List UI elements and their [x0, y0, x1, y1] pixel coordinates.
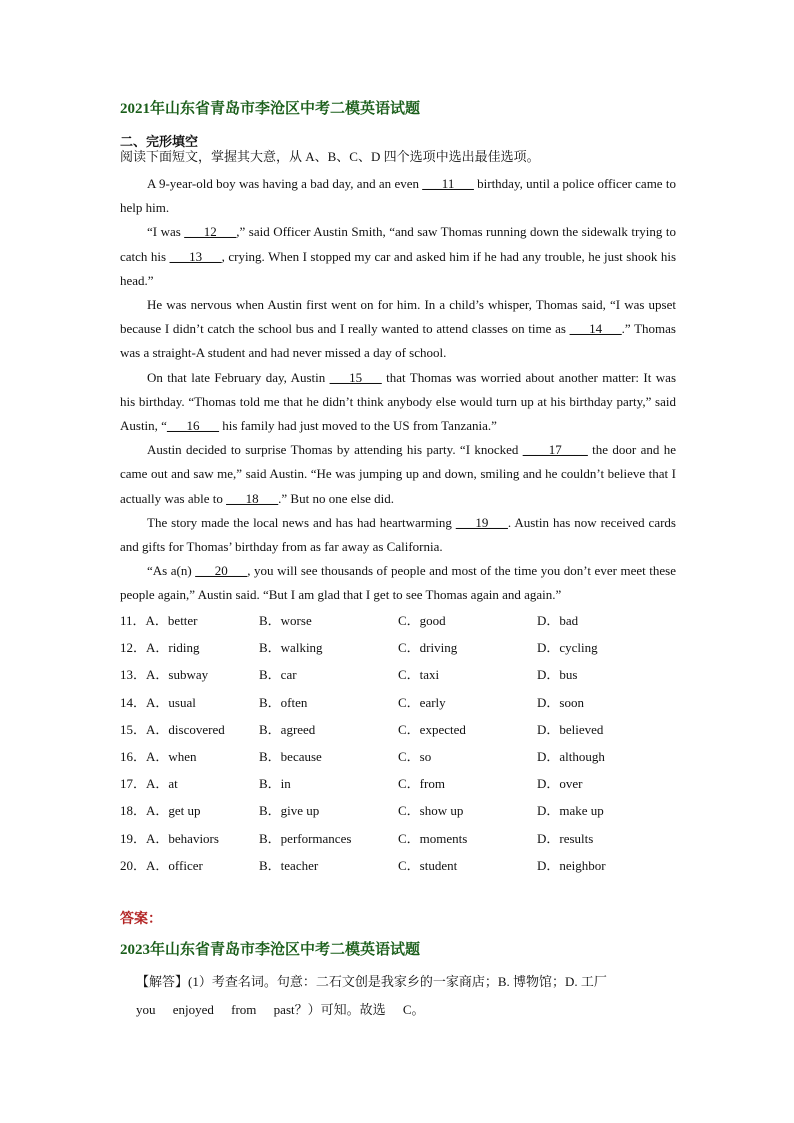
passage-text: , you will see thousands of people and most of the time you don’t ever meet these people again,” Austin said. “But I am glad that I get to see Thomas again and again.” [120, 563, 676, 603]
option-a [120, 637, 259, 656]
option-d [537, 719, 676, 738]
option-text: D．neighbor [537, 857, 606, 873]
passage-paragraph [120, 559, 676, 607]
option-text: B．often [259, 694, 308, 710]
analysis-line-2: you enjoyed from past？）可知。故选 C。 [136, 1002, 425, 1017]
option-b [259, 855, 398, 874]
cloze-blank: ___14___ [569, 321, 622, 337]
question-row [120, 824, 680, 851]
option-text: D．cycling [537, 640, 598, 656]
option-a [120, 773, 259, 792]
cloze-blank: ___13___ [169, 248, 222, 264]
option-text: A．get up [146, 803, 201, 819]
option-c [398, 610, 537, 629]
passage-text: ,” said Officer Austin Smith, “and saw Thomas running down the sidewalk trying to catch his [120, 224, 676, 264]
option-a [120, 610, 259, 629]
passage-text: his family had just moved to the US from Tanzania.” [218, 418, 497, 434]
option-text: B．worse [259, 613, 312, 629]
passage-paragraph [120, 172, 676, 220]
option-a [120, 746, 259, 765]
question-number: 18． [120, 803, 147, 819]
option-text: C．moments [398, 830, 468, 846]
answer-exam-title: 2023年山东省青岛市李沧区中考二模英语试题 [120, 942, 421, 958]
option-text: D．results [537, 830, 594, 846]
question-row [120, 851, 680, 878]
option-text: B．because [259, 749, 322, 765]
cloze-blank: ___16___ [166, 418, 219, 434]
option-text: C．early [398, 694, 446, 710]
answer-analysis [136, 968, 607, 1024]
passage-text: On that late February day, Austin [147, 369, 330, 385]
passage-text: A 9-year-old boy was having a bad day, and an even [147, 176, 423, 191]
option-text: A．riding [146, 640, 200, 656]
option-d [537, 746, 676, 765]
option-c [398, 746, 537, 765]
question-number: 17． [120, 776, 147, 792]
option-a [120, 828, 259, 847]
cloze-blank: ___19___ [455, 514, 508, 530]
option-text: A．officer [146, 857, 203, 873]
option-c [398, 773, 537, 792]
option-text: B．performances [259, 830, 352, 846]
option-c [398, 692, 537, 711]
option-b [259, 610, 398, 629]
option-text: A．subway [146, 667, 209, 683]
option-d [537, 692, 676, 711]
option-d [537, 828, 676, 847]
question-row [120, 633, 680, 660]
option-c [398, 719, 537, 738]
cloze-blank: ____17____ [522, 442, 588, 458]
option-b [259, 664, 398, 683]
option-text: B．car [259, 667, 297, 683]
question-row [120, 660, 680, 687]
option-b [259, 800, 398, 819]
passage-text: , crying. When I stopped my car and asked him if he had any trouble, he just shook his head.” [120, 248, 677, 288]
option-text: C．expected [398, 721, 466, 737]
cloze-passage [120, 172, 676, 608]
exam-title: 2021年山东省青岛市李沧区中考二模英语试题 [120, 101, 421, 117]
option-text: D．although [537, 749, 605, 765]
option-text: B．teacher [259, 857, 319, 873]
option-a [120, 692, 259, 711]
option-text: C．taxi [398, 667, 440, 683]
passage-text: . Austin has now received cards and gifts for Thomas’ birthday from as far away as California. [120, 514, 676, 555]
option-text: A．behaviors [146, 830, 219, 846]
passage-text: “I was [147, 224, 185, 240]
question-number: 15． [120, 721, 147, 737]
option-text: B．give up [259, 803, 320, 819]
option-text: B．agreed [259, 721, 316, 737]
cloze-blank: ___11___ [422, 176, 474, 191]
passage-paragraph [120, 366, 676, 439]
passage-paragraph [120, 511, 676, 559]
option-text: D．make up [537, 803, 604, 819]
question-number: 12． [120, 640, 147, 656]
question-number: 13． [120, 667, 147, 683]
option-c [398, 828, 537, 847]
analysis-line-1: 【解答】(1）考查名词。句意：二石文创是我家乡的一家商店；B. 博物馆；D. 工厂 [136, 974, 607, 989]
passage-text: .” But no one else did. [278, 490, 395, 506]
question-number: 14． [120, 694, 147, 710]
option-text: B．walking [259, 640, 323, 656]
passage-text: that Thomas was worried about another matter: It was his birthday. “Thomas told me that he didn’t think anybody else would turn up at his birthday party,” said Austin, “ [120, 369, 676, 434]
option-d [537, 773, 676, 792]
question-row [120, 796, 680, 823]
option-b [259, 773, 398, 792]
option-text: C．from [398, 776, 445, 792]
question-row [120, 769, 680, 796]
option-d [537, 855, 676, 874]
option-text: A．at [146, 776, 178, 792]
option-text: A．discovered [146, 721, 225, 737]
passage-text: Austin decided to surprise Thomas by attending his party. “I knocked [147, 442, 523, 458]
option-text: C．driving [398, 640, 458, 656]
option-a [120, 800, 259, 819]
passage-text: He was nervous when Austin first went on for him. In a child’s whisper, Thomas said, “I was upset because I didn’t catch the school bus and I really wanted to attend classes on time as [120, 297, 676, 337]
option-text: D．believed [537, 721, 604, 737]
passage-text: .” Thomas was a straight-A student and had never missed a day of school. [120, 321, 676, 361]
passage-paragraph [120, 438, 676, 511]
option-b [259, 692, 398, 711]
passage-text: the door and he came out and saw me,” said Austin. “He was jumping up and down, smiling and he couldn’t believe that I actually was able to [120, 442, 676, 506]
option-c [398, 855, 537, 874]
option-a [120, 664, 259, 683]
option-d [537, 664, 676, 683]
option-a [120, 719, 259, 738]
section-heading: 二、完形填空 [120, 134, 199, 149]
option-c [398, 800, 537, 819]
option-a [120, 855, 259, 874]
passage-paragraph [120, 220, 676, 293]
option-text: C．good [398, 613, 446, 629]
option-text: D．bad [537, 613, 579, 629]
passage-paragraph [120, 293, 676, 366]
option-b [259, 637, 398, 656]
option-b [259, 828, 398, 847]
instructions: 阅读下面短文，掌握其大意，从 A、B、C、D 四个选项中选出最佳选项。 [120, 149, 540, 164]
option-text: A．when [146, 749, 197, 765]
question-row [120, 606, 680, 633]
option-d [537, 610, 676, 629]
option-d [537, 800, 676, 819]
passage-text: The story made the local news and has had heartwarming [147, 514, 456, 530]
option-d [537, 637, 676, 656]
option-c [398, 637, 537, 656]
option-b [259, 719, 398, 738]
question-number: 16． [120, 749, 147, 765]
question-number: 11． [120, 613, 146, 629]
option-text: B．in [259, 776, 291, 792]
answer-options [120, 606, 680, 878]
option-text: D．soon [537, 694, 584, 710]
option-b [259, 746, 398, 765]
option-text: C．show up [398, 803, 464, 819]
cloze-blank: ___12___ [184, 224, 237, 240]
option-text: C．student [398, 857, 458, 873]
passage-text: “As a(n) [147, 563, 196, 579]
option-text: A．usual [146, 694, 196, 710]
question-row [120, 688, 680, 715]
option-text: D．bus [537, 667, 578, 683]
answer-label: 答案： [120, 912, 162, 927]
cloze-blank: ___15___ [329, 369, 382, 385]
option-text: C．so [398, 749, 432, 765]
option-c [398, 664, 537, 683]
option-text: D．over [537, 776, 583, 792]
question-number: 19． [120, 830, 147, 846]
option-text: A．better [145, 613, 198, 629]
cloze-blank: ___20___ [195, 563, 248, 579]
cloze-blank: ___18___ [226, 490, 279, 506]
question-row [120, 715, 680, 742]
passage-text: birthday, until a police officer came to help him. [120, 176, 676, 216]
question-number: 20． [120, 857, 147, 873]
question-row [120, 742, 680, 769]
